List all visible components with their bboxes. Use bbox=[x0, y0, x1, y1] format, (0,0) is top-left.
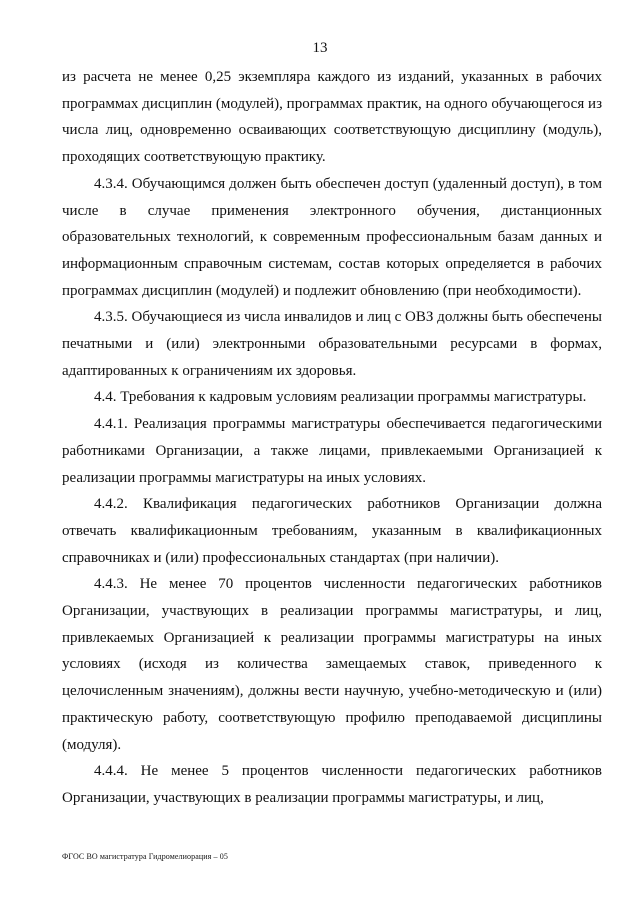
page-body bbox=[62, 64, 602, 812]
paragraph-continuation: из расчета не менее 0,25 экземпляра каждого из изданий, указанных в рабочих программах дисциплин (модулей), программах практик, на одного обучающегося из числа лиц, одновременно осваивающих соответствующую дисциплину (модуль), проходящих соответствующую практику. bbox=[62, 69, 602, 166]
paragraph-4-4-4: 4.4.4. Не менее 5 процентов численности педагогических работников Организации, участвующих в реализации программы магистратуры, и лиц, bbox=[62, 763, 602, 806]
paragraph-4-4-2: 4.4.2. Квалификация педагогических работников Организации должна отвечать квалификационным требованиям, указанным в квалификационных справочниках и (или) профессиональных стандартах (при наличии). bbox=[62, 496, 602, 566]
page-number: 13 bbox=[312, 40, 328, 56]
paragraph-4-4: 4.4. Требования к кадровым условиям реализации программы магистратуры. bbox=[94, 389, 587, 406]
paragraph-4-4-3: 4.4.3. Не менее 70 процентов численности педагогических работников Организации, участвующих в реализации программы магистратуры, и лиц, привлекаемых Организацией к реализации программы магистратуры на иных условиях (исходя из количества замещаемых ставок, приведенного к целочисленным значениям), должны вести научную, учебно-методическую и (или) практическую работу, соответствующую профилю преподаваемой дисциплины (модуля). bbox=[62, 576, 602, 753]
paragraph-4-3-5: 4.3.5. Обучающиеся из числа инвалидов и лиц с ОВЗ должны быть обеспечены печатными и (или) электронными образовательными ресурсами в формах, адаптированных к ограничениям их здоровья. bbox=[62, 309, 602, 379]
page-footer: ФГОС ВО магистратура Гидромелиорация – 05 bbox=[62, 852, 228, 861]
paragraph-4-4-1: 4.4.1. Реализация программы магистратуры обеспечивается педагогическими работниками Организации, а также лицами, привлекаемыми Организацией к реализации программы магистратуры на иных условиях. bbox=[62, 416, 602, 486]
paragraph-4-3-4: 4.3.4. Обучающимся должен быть обеспечен доступ (удаленный доступ), в том числе в случае применения электронного обучения, дистанционных образовательных технологий, к современным профессиональным базам данных и информационным справочным системам, состав которых определяется в рабочих программах дисциплин (модулей) и подлежит обновлению (при необходимости). bbox=[62, 175, 602, 299]
